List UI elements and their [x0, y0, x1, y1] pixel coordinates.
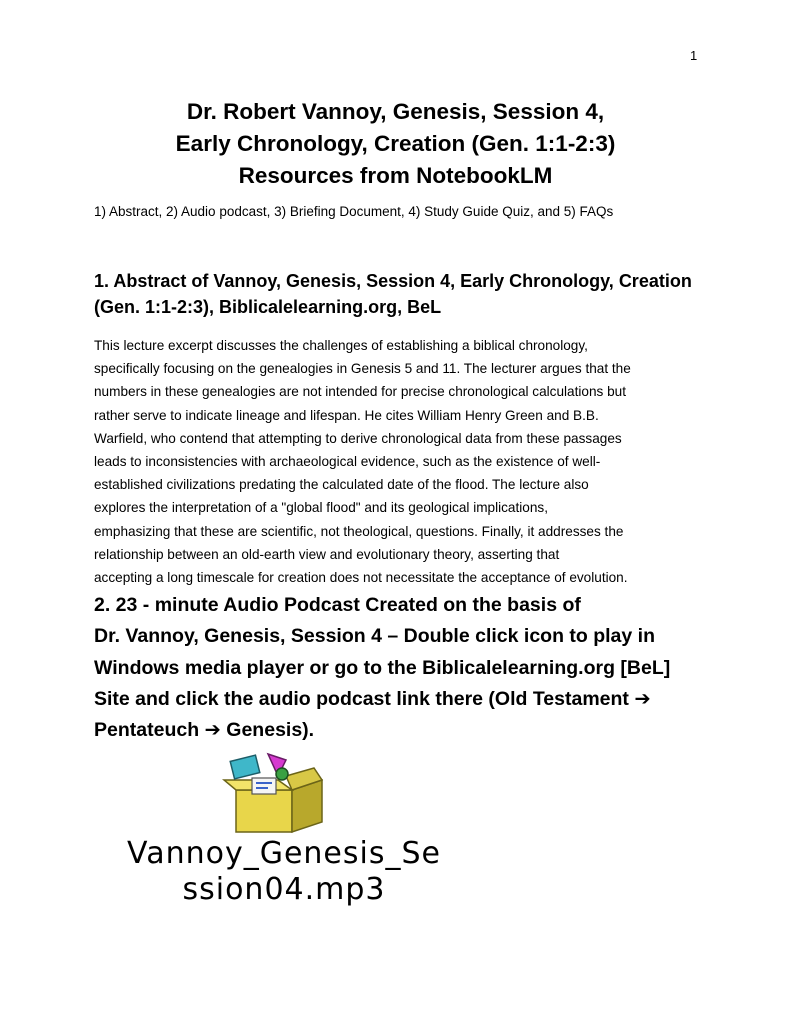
podcast-heading-line-5	[94, 715, 714, 746]
title-line-2: Early Chronology, Creation (Gen. 1:1-2:3)	[175, 131, 616, 156]
abstract-line: specifically focusing on the genealogies in Genesis 5 and 11. The lecturer argues that the	[94, 361, 631, 377]
abstract-line: emphasizing that these are scientific, not theological, questions. Finally, it addresses the	[94, 523, 624, 539]
podcast-heading	[94, 590, 714, 746]
abstract-line: rather serve to indicate lineage and lifespan. He cites William Henry Green and B.B.	[94, 407, 599, 423]
podcast-heading-text: Pentateuch	[94, 719, 200, 742]
abstract-line: numbers in these genealogies are not intended for precise chronological calculations but	[94, 384, 627, 400]
podcast-heading-line-1: 2. 23 - minute Audio Podcast Created on the basis of	[94, 594, 581, 616]
document-title	[0, 96, 791, 192]
arrow-right-icon: ➔	[204, 719, 221, 742]
abstract-line: relationship between an old-earth view and evolutionary theory, asserting that	[94, 546, 560, 562]
resources-list: 1) Abstract, 2) Audio podcast, 3) Briefing Document, 4) Study Guide Quiz, and 5) FAQs	[94, 204, 614, 219]
attachment-filename[interactable]	[94, 836, 474, 908]
abstract-heading	[94, 268, 734, 320]
title-line-1: Dr. Robert Vannoy, Genesis, Session 4,	[186, 99, 605, 124]
podcast-heading-line-4	[94, 684, 714, 715]
abstract-line: This lecture excerpt discusses the challenges of establishing a biblical chronology,	[94, 338, 588, 353]
abstract-line: explores the interpretation of a "global flood" and its geological implications,	[94, 500, 548, 516]
abstract-heading-line-1: 1. Abstract of Vannoy, Genesis, Session 4, Early Chronology, Creation	[94, 271, 692, 291]
filename-line-2: ssion04.mp3	[182, 872, 386, 907]
abstract-line: established civilizations predating the calculated date of the flood. The lecture also	[94, 477, 589, 493]
podcast-heading-line-3: Windows media player or go to the Biblicalelearning.org [BeL]	[94, 656, 671, 679]
arrow-right-icon: ➔	[634, 687, 651, 710]
abstract-line: leads to inconsistencies with archaeological evidence, such as the existence of well-	[94, 454, 601, 470]
abstract-paragraph	[94, 334, 714, 589]
podcast-heading-line-2: Dr. Vannoy, Genesis, Session 4 – Double click icon to play in	[94, 625, 655, 648]
title-line-3: Resources from NotebookLM	[238, 163, 553, 188]
abstract-heading-line-2: (Gen. 1:1-2:3), Biblicalelearning.org, BeL	[94, 297, 442, 317]
filename-line-1: Vannoy_Genesis_Se	[127, 836, 441, 871]
podcast-heading-text: Site and click the audio podcast link there (Old Testament	[94, 687, 629, 710]
podcast-heading-text: Genesis).	[226, 719, 315, 742]
abstract-line: accepting a long timescale for creation does not necessitate the acceptance of evolution.	[94, 570, 628, 586]
page-number: 1	[690, 48, 698, 63]
abstract-line: Warfield, who contend that attempting to derive chronological data from these passages	[94, 430, 622, 446]
package-icon[interactable]	[222, 750, 330, 834]
